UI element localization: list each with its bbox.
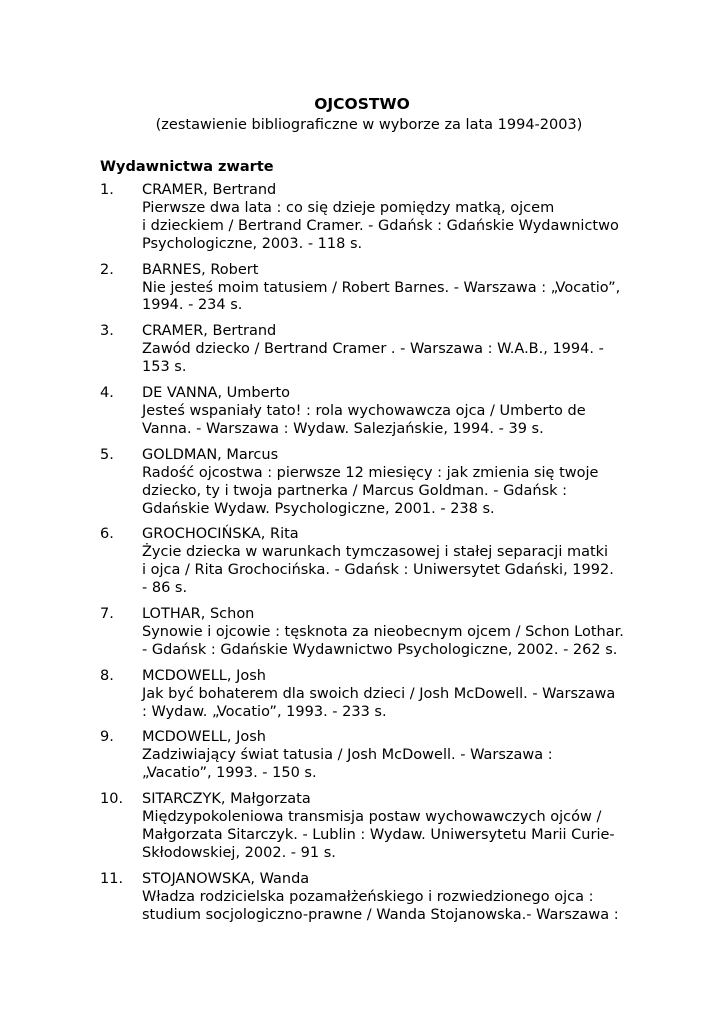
entry-description-line: 153 s. [142, 359, 187, 376]
section-heading: Wydawnictwa zwarte [100, 159, 274, 175]
bibliography-entry [0, 385, 724, 439]
entry-number: 6. [100, 526, 114, 543]
entry-number: 1. [100, 182, 114, 198]
bibliography-entry [0, 526, 724, 598]
entry-author: SITARCZYK, Małgorzata [142, 791, 311, 808]
entry-description-line: i ojca / Rita Grochocińska. - Gdańsk : Uniwersytet Gdański, 1992. [142, 562, 614, 579]
entry-author: GROCHOCIŃSKA, Rita [142, 526, 299, 543]
entry-number: 8. [100, 667, 114, 684]
entry-description-line: - Gdańsk : Gdańskie Wydawnictwo Psychologiczne, 2002. - 262 s. [142, 641, 618, 658]
entry-body [142, 729, 642, 783]
entry-number: 11. [100, 870, 124, 887]
entry-author: BARNES, Robert [142, 261, 259, 278]
entry-body [142, 447, 642, 519]
entry-description-line: dziecko, ty i twoja partnerka / Marcus Goldman. - Gdańsk : [142, 482, 568, 499]
entry-description-line: Jak być bohaterem dla swoich dzieci / Josh McDowell. - Warszawa [142, 685, 616, 702]
entry-description-line: Vanna. - Warszawa : Wydaw. Salezjańskie, 1994. - 39 s. [142, 420, 544, 437]
entry-description-line: : Wydaw. „Vocatio”, 1993. - 233 s. [142, 703, 387, 720]
entry-body [142, 871, 642, 925]
entry-author: MCDOWELL, Josh [142, 729, 266, 746]
entry-body [142, 323, 642, 377]
entry-description-line: Jesteś wspaniały tato! : rola wychowawcza ojca / Umberto de [142, 402, 586, 419]
entry-description-line: Zadziwiający świat tatusia / Josh McDowell. - Warszawa : [142, 747, 553, 764]
bibliography-list [0, 182, 724, 933]
entry-description-line: Władza rodzicielska pozamałżeńskiego i rozwiedzionego ojca : [142, 888, 594, 905]
entry-description-line: „Vacatio”, 1993. - 150 s. [142, 765, 317, 782]
entry-author: DE VANNA, Umberto [142, 385, 291, 402]
bibliography-entry [0, 791, 724, 863]
entry-number: 9. [100, 729, 114, 746]
entry-description-line: Nie jesteś moim tatusiem / Robert Barnes. - Warszawa : „Vocatio”, [142, 279, 621, 296]
entry-number: 2. [100, 261, 114, 278]
entry-description-line: Międzypokoleniowa transmisja postaw wychowawczych ojców / [142, 809, 602, 826]
bibliography-entry [0, 871, 724, 925]
entry-body [142, 182, 642, 254]
entry-body [142, 668, 642, 722]
bibliography-entry [0, 606, 724, 660]
entry-body [142, 262, 642, 316]
entry-description-line: i dzieckiem / Bertrand Cramer. - Gdańsk : Gdańskie Wydawnictwo [142, 217, 619, 234]
document-subtitle: (zestawienie bibliograficzne w wyborze za lata 1994-2003) [155, 117, 583, 133]
entry-author: CRAMER, Bertrand [142, 323, 277, 340]
entry-body [142, 385, 642, 439]
entry-description-line: studium socjologiczno-prawne / Wanda Stojanowska.- Warszawa : [142, 906, 619, 923]
bibliography-entry [0, 668, 724, 722]
entry-author: MCDOWELL, Josh [142, 667, 266, 684]
entry-number: 4. [100, 385, 114, 402]
bibliography-entry [0, 447, 724, 519]
entry-description-line: Skłodowskiej, 2002. - 91 s. [142, 844, 336, 861]
document-title: OJCOSTWO [314, 95, 410, 113]
entry-description-line: Małgorzata Sitarczyk. - Lublin : Wydaw. Uniwersytetu Marii Curie- [142, 827, 615, 843]
entry-author: CRAMER, Bertrand [142, 182, 277, 198]
entry-number: 3. [100, 323, 114, 340]
entry-number: 7. [100, 606, 114, 623]
entry-description-line: - 86 s. [142, 580, 188, 597]
entry-number: 10. [100, 791, 124, 808]
entry-body [142, 606, 642, 660]
entry-description-line: Zawód dziecko / Bertrand Cramer . - Warszawa : W.A.B., 1994. - [142, 341, 604, 358]
bibliography-entry [0, 323, 724, 377]
bibliography-entry [0, 182, 724, 254]
entry-body [142, 526, 642, 598]
entry-description-line: 1994. - 234 s. [142, 297, 243, 314]
entry-description-line: Psychologiczne, 2003. - 118 s. [142, 235, 363, 252]
entry-author: STOJANOWSKA, Wanda [142, 870, 310, 887]
bibliography-entry [0, 262, 724, 316]
entry-description-line: Synowie i ojcowie : tęsknota za nieobecnym ojcem / Schon Lothar. [142, 623, 624, 640]
entry-author: GOLDMAN, Marcus [142, 446, 279, 463]
entry-description-line: Gdańskie Wydaw. Psychologiczne, 2001. - 238 s. [142, 500, 495, 517]
entry-author: LOTHAR, Schon [142, 606, 255, 623]
entry-body [142, 791, 642, 863]
bibliography-entry [0, 729, 724, 783]
entry-description-line: Życie dziecka w warunkach tymczasowej i stałej separacji matki [142, 544, 609, 561]
entry-description-line: Pierwsze dwa lata : co się dzieje pomiędzy matką, ojcem [142, 199, 555, 216]
entry-description-line: Radość ojcostwa : pierwsze 12 miesięcy : jak zmienia się twoje [142, 464, 599, 481]
entry-number: 5. [100, 446, 114, 463]
